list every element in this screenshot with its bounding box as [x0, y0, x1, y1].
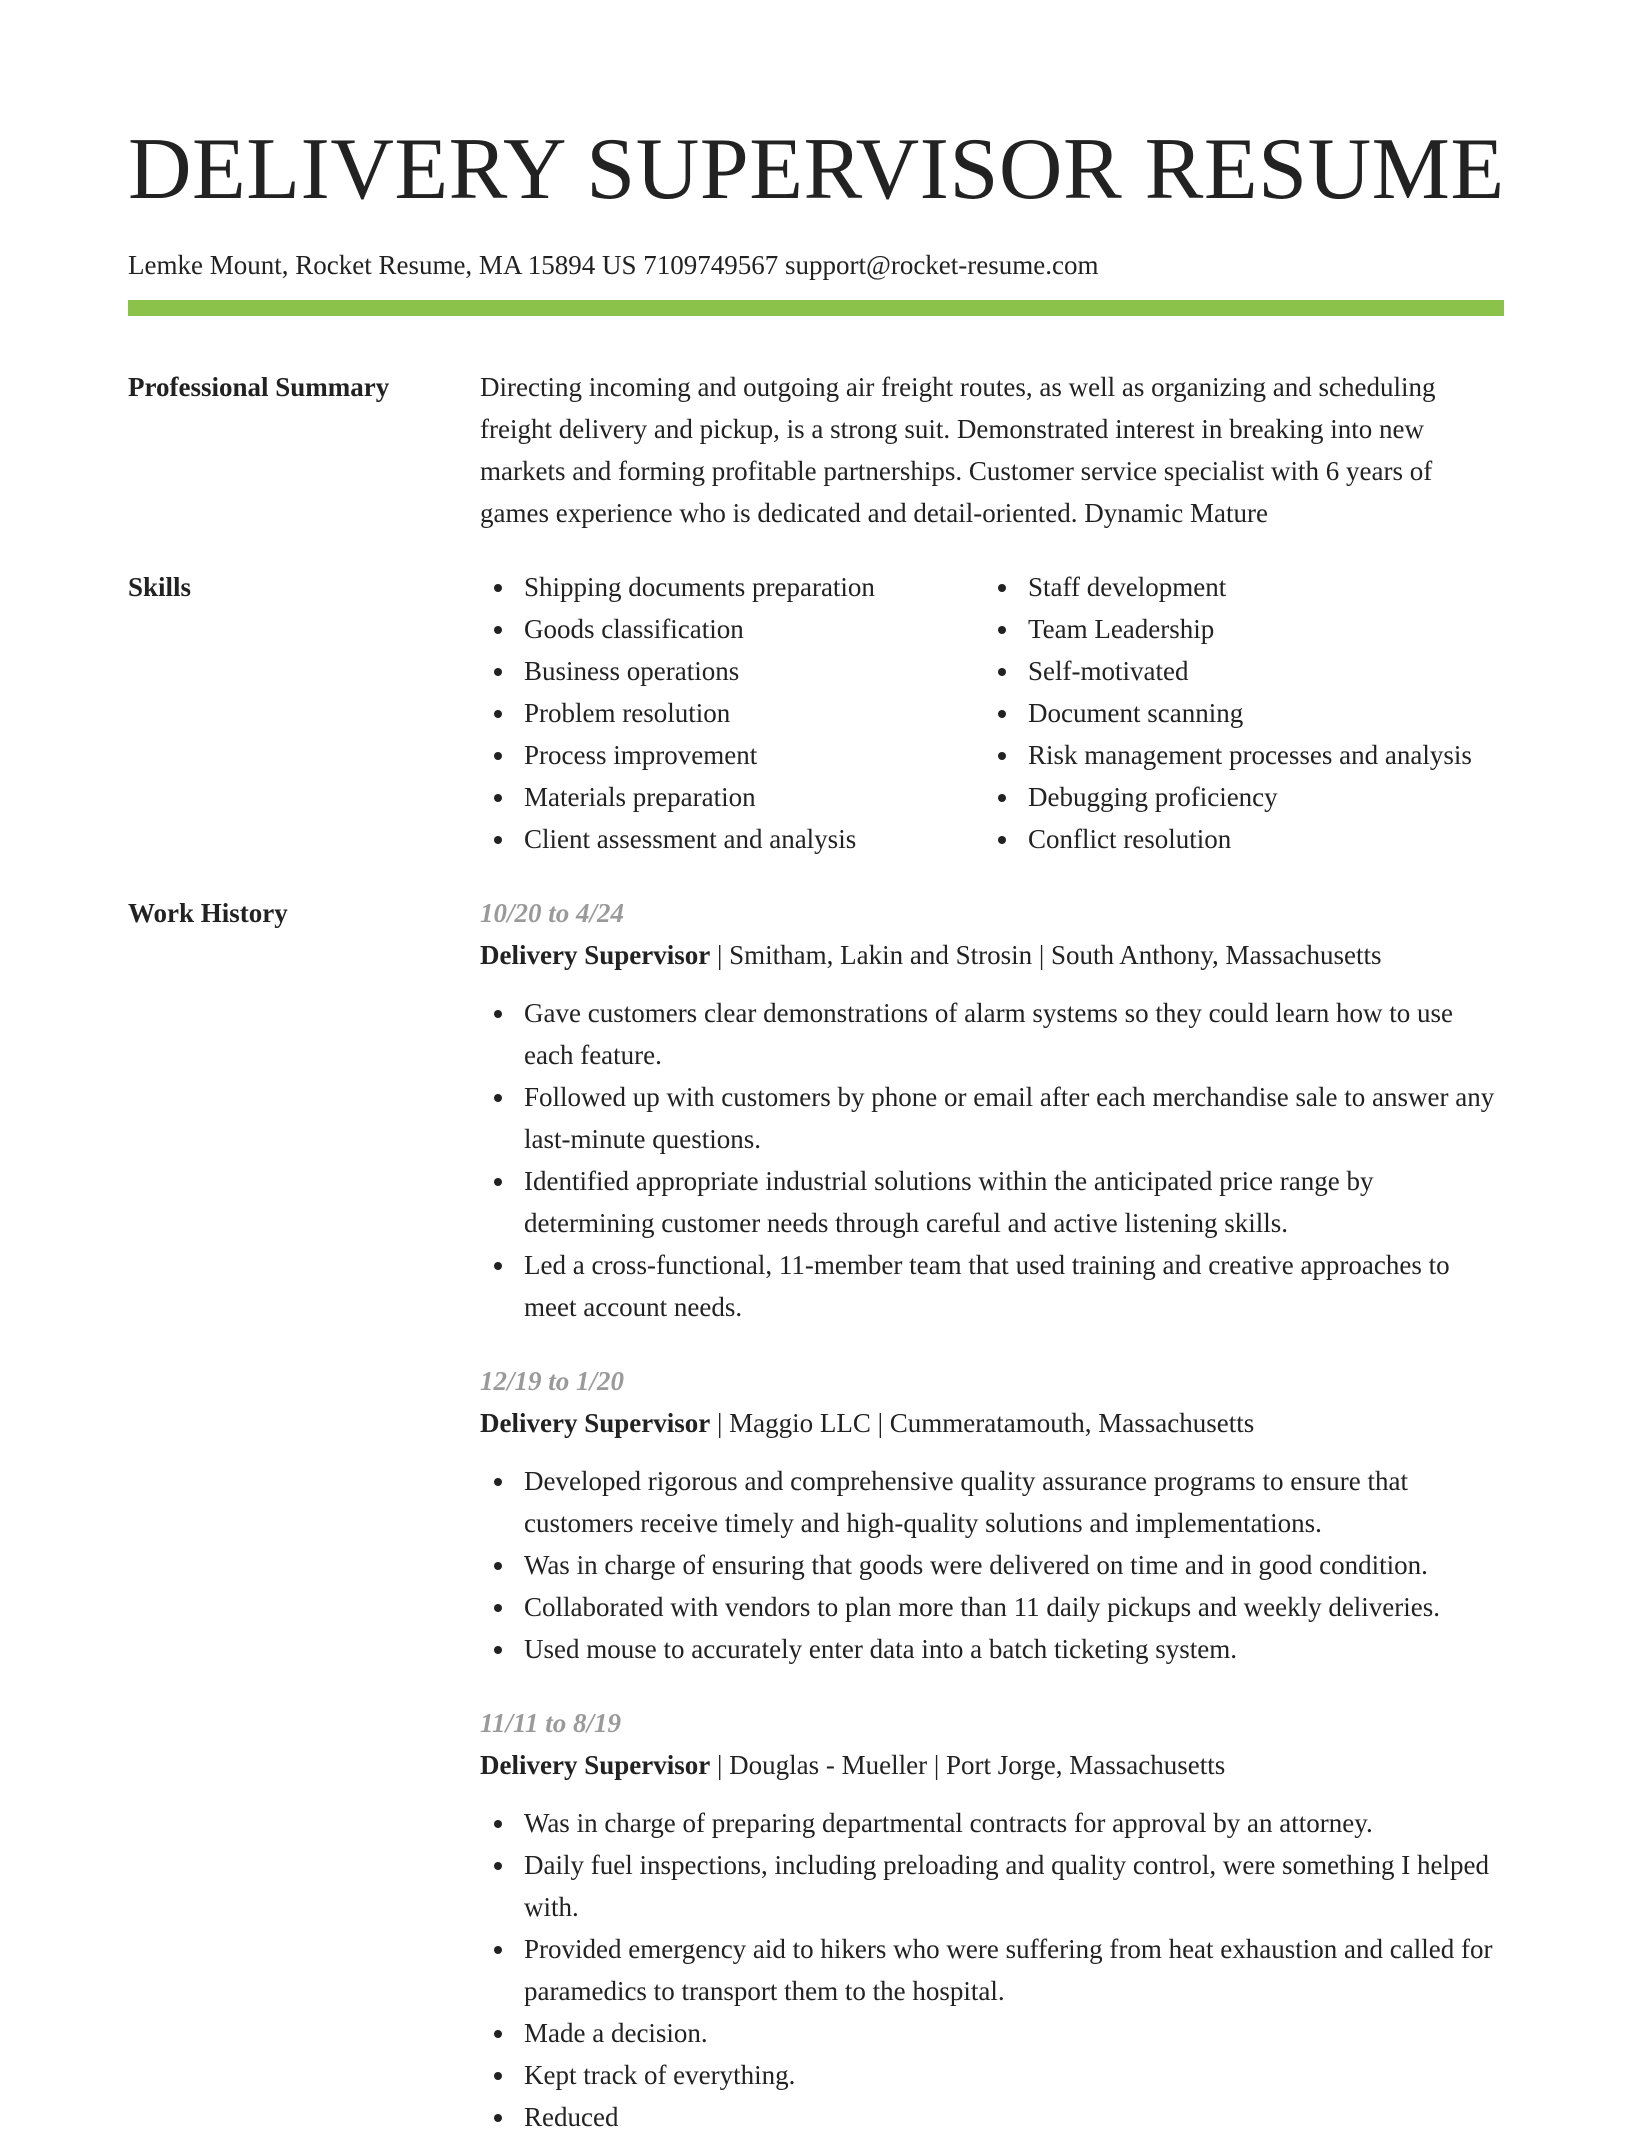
job-bullets	[480, 992, 1504, 1328]
job-bullets	[480, 1802, 1504, 2138]
skills-section	[128, 566, 1504, 860]
contact-line	[128, 248, 1504, 282]
job-location: South Anthony, Massachusetts	[1051, 940, 1382, 970]
job-dates: 11/11 to 8/19	[480, 1708, 622, 1738]
job-heading: Delivery Supervisor | Smitham, Lakin and Strosin | South Anthony, Massachusetts	[480, 940, 1382, 970]
job-title: Delivery Supervisor	[480, 1408, 711, 1438]
job-bullet: Provided emergency aid to hikers who were suffering from heat exhaustion and called for paramedics to transport them to the hospital.	[480, 1928, 1504, 2012]
skill-item: Risk management processes and analysis	[984, 734, 1504, 776]
job-bullet: Used mouse to accurately enter data into a batch ticketing system.	[480, 1628, 1504, 1670]
skill-item: Business operations	[480, 650, 984, 692]
job-dates: 10/20 to 4/24	[480, 898, 625, 928]
job-bullet: Reduced	[480, 2096, 1504, 2138]
job-bullet: Kept track of everything.	[480, 2054, 1504, 2096]
job-bullet: Followed up with customers by phone or email after each merchandise sale to answer any last-minute questions.	[480, 1076, 1504, 1160]
section-label-skills: Skills	[128, 572, 192, 602]
job-bullet: Made a decision.	[480, 2012, 1504, 2054]
skill-item: Self-motivated	[984, 650, 1504, 692]
job-bullet: Was in charge of ensuring that goods were delivered on time and in good condition.	[480, 1544, 1504, 1586]
job-company: Douglas - Mueller	[729, 1750, 928, 1780]
job-bullet: Gave customers clear demonstrations of alarm systems so they could learn how to use each feature.	[480, 992, 1504, 1076]
skill-item: Staff development	[984, 566, 1504, 608]
job-bullet: Led a cross-functional, 11-member team that used training and creative approaches to meet account needs.	[480, 1244, 1504, 1328]
skills-grid	[480, 566, 1504, 860]
summary-text: Directing incoming and outgoing air freight routes, as well as organizing and scheduling freight delivery and pickup, is a strong suit. Demonstrated interest in breaking into new markets and forming profitable partnerships. Customer service specialist with 6 years of games experience who is dedicated and detail-oriented. Dynamic Mature	[480, 372, 1436, 528]
skill-item: Client assessment and analysis	[480, 818, 984, 860]
job-bullet: Was in charge of preparing departmental contracts for approval by an attorney.	[480, 1802, 1504, 1844]
section-label-summary: Professional Summary	[128, 372, 390, 402]
contact-address: Lemke Mount, Rocket Resume, MA 15894 US	[128, 250, 637, 280]
job-heading: Delivery Supervisor | Douglas - Mueller | Port Jorge, Massachusetts	[480, 1750, 1226, 1780]
section-label-work-history: Work History	[128, 898, 288, 928]
contact-phone: 7109749567	[643, 250, 779, 280]
skill-item: Document scanning	[984, 692, 1504, 734]
job-company: Maggio LLC	[729, 1408, 871, 1438]
job-title: Delivery Supervisor	[480, 940, 711, 970]
job-bullets	[480, 1460, 1504, 1670]
job-bullet: Daily fuel inspections, including preloading and quality control, were something I helped with.	[480, 1844, 1504, 1928]
job-title: Delivery Supervisor	[480, 1750, 711, 1780]
resume-title: DELIVERY SUPERVISOR RESUME	[128, 121, 1505, 218]
resume-page	[128, 120, 1504, 2138]
skill-item: Team Leadership	[984, 608, 1504, 650]
job-bullet: Identified appropriate industrial solutions within the anticipated price range by determining customer needs through careful and active listening skills.	[480, 1160, 1504, 1244]
skills-column-2	[984, 566, 1504, 860]
job-entry	[480, 1702, 1504, 2138]
skill-item: Problem resolution	[480, 692, 984, 734]
job-heading: Delivery Supervisor | Maggio LLC | Cummeratamouth, Massachusetts	[480, 1408, 1255, 1438]
skill-item: Goods classification	[480, 608, 984, 650]
skill-item: Debugging proficiency	[984, 776, 1504, 818]
job-entry	[480, 892, 1504, 1328]
skill-item: Materials preparation	[480, 776, 984, 818]
skills-column-1	[480, 566, 984, 860]
job-company: Smitham, Lakin and Strosin	[729, 940, 1033, 970]
work-history-section	[128, 892, 1504, 2138]
work-history-body	[480, 892, 1504, 2138]
job-location: Cummeratamouth, Massachusetts	[889, 1408, 1255, 1438]
contact-email: support@rocket-resume.com	[784, 250, 1099, 280]
skill-item: Conflict resolution	[984, 818, 1504, 860]
job-bullet: Developed rigorous and comprehensive quality assurance programs to ensure that customers receive timely and high-quality solutions and implementations.	[480, 1460, 1504, 1544]
job-bullet: Collaborated with vendors to plan more than 11 daily pickups and weekly deliveries.	[480, 1586, 1504, 1628]
header-divider	[128, 300, 1504, 316]
skill-item: Process improvement	[480, 734, 984, 776]
professional-summary-section	[128, 366, 1504, 534]
job-location: Port Jorge, Massachusetts	[945, 1750, 1226, 1780]
job-dates: 12/19 to 1/20	[480, 1366, 625, 1396]
skill-item: Shipping documents preparation	[480, 566, 984, 608]
job-entry	[480, 1360, 1504, 1670]
skills-body	[480, 566, 1504, 860]
